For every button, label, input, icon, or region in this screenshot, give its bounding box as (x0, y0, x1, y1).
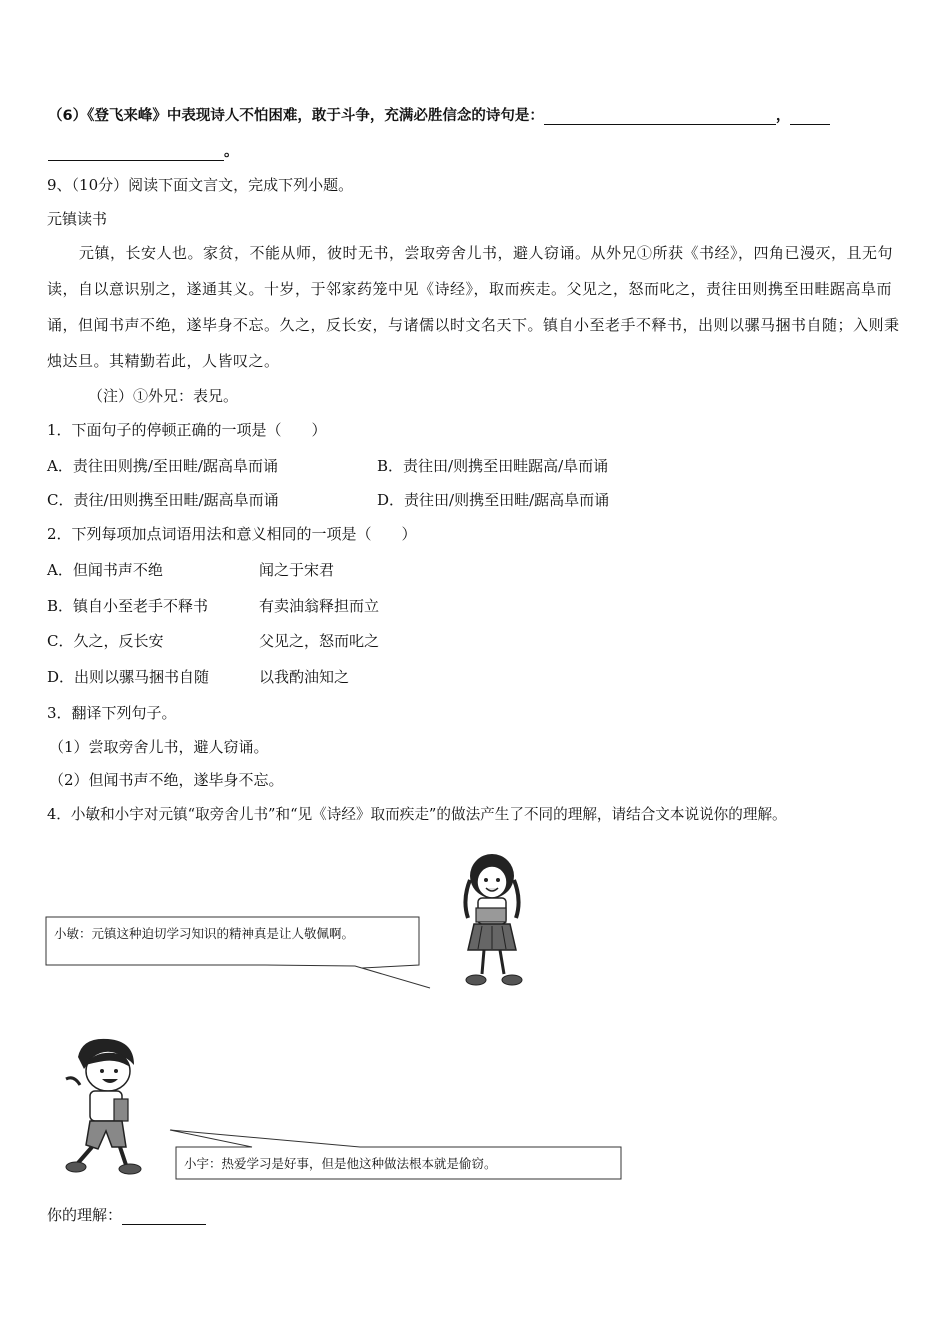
question-6-end: 。 (224, 144, 239, 160)
xiaomin-speech: 小敏：元镇这种迫切学习知识的精神真是让人敬佩啊。 (54, 926, 355, 941)
option-2c-compare: 父见之，怒而叱之 (259, 632, 380, 650)
passage-text: 元镇，长安人也。家贫，不能从师，彼时无书，尝取旁舍儿书，避人窃诵。从外兄①所获《书经》，四角已漫灭，且无句读，自以意识别之，遂通其义。十岁，于邻家药笼中见《诗经》，取而疾走。父见之，怒而叱之，责往田则携至田畦踞高阜而诵，但闻书声不绝，遂毕身不忘。久之，反长安，与诸儒以时文名天下。镇自小至老手不释书，出则以骡马捆书自随；入则秉烛达旦。其精勤若此，人皆叹之。 (47, 244, 900, 370)
sub-question-2: 2．下列每项加点词语用法和意义相同的一项是（ ） (47, 525, 417, 543)
option-2b[interactable]: B．镇自小至老手不释书 (47, 597, 209, 615)
passage-note: （注）①外兄：表兄。 (88, 387, 239, 405)
translate-item-1: （1）尝取旁舍儿书，避人窃诵。 (49, 738, 269, 756)
sub-question-4: 4．小敏和小宇对元镇“取旁舍儿书”和“见《诗经》取而疾走”的做法产生了不同的理解，请结合文本说说你的理解。 (47, 806, 787, 823)
question-9-header: 9、（10分）阅读下面文言文，完成下列小题。 (47, 176, 354, 194)
option-2a-compare: 闻之于宋君 (259, 561, 335, 579)
question-6-text: （6）《登飞来峰》中表现诗人不怕困难，敢于斗争，充满必胜信念的诗句是： (48, 108, 544, 124)
sub-question-1: 1．下面句子的停顿正确的一项是（ ） (47, 421, 327, 439)
option-2d-compare: 以我酌油知之 (259, 668, 350, 686)
option-1d[interactable]: D．责往田/则携至田畦/踞高阜而诵 (377, 491, 610, 509)
passage-title: 元镇读书 (47, 210, 108, 228)
option-1b[interactable]: B．责往田/则携至田畦踞高/阜而诵 (377, 457, 609, 475)
option-2c[interactable]: C．久之，反长安 (47, 632, 164, 650)
xiaoyu-speech: 小宇：热爱学习是好事，但是他这种做法根本就是偷窃。 (184, 1156, 497, 1171)
sub-question-3: 3．翻译下列句子。 (47, 704, 177, 722)
question-6-comma: ， (775, 108, 791, 124)
option-2a[interactable]: A．但闻书声不绝 (47, 561, 163, 579)
xiaoyu-speech-bubble (176, 1147, 621, 1179)
option-1a[interactable]: A．责往田则携/至田畦/踞高阜而诵 (47, 457, 278, 475)
your-understanding-label: 你的理解： (47, 1206, 123, 1224)
your-understanding-blank[interactable] (122, 1208, 206, 1225)
your-understanding (47, 1204, 206, 1225)
option-2d[interactable]: D．出则以骡马捆书自随 (47, 668, 210, 686)
translate-item-2: （2）但闻书声不绝，遂毕身不忘。 (49, 771, 284, 789)
option-2b-compare: 有卖油翁释担而立 (259, 597, 380, 615)
option-1c[interactable]: C．责往/田则携至田畦/踞高阜而诵 (47, 491, 279, 509)
